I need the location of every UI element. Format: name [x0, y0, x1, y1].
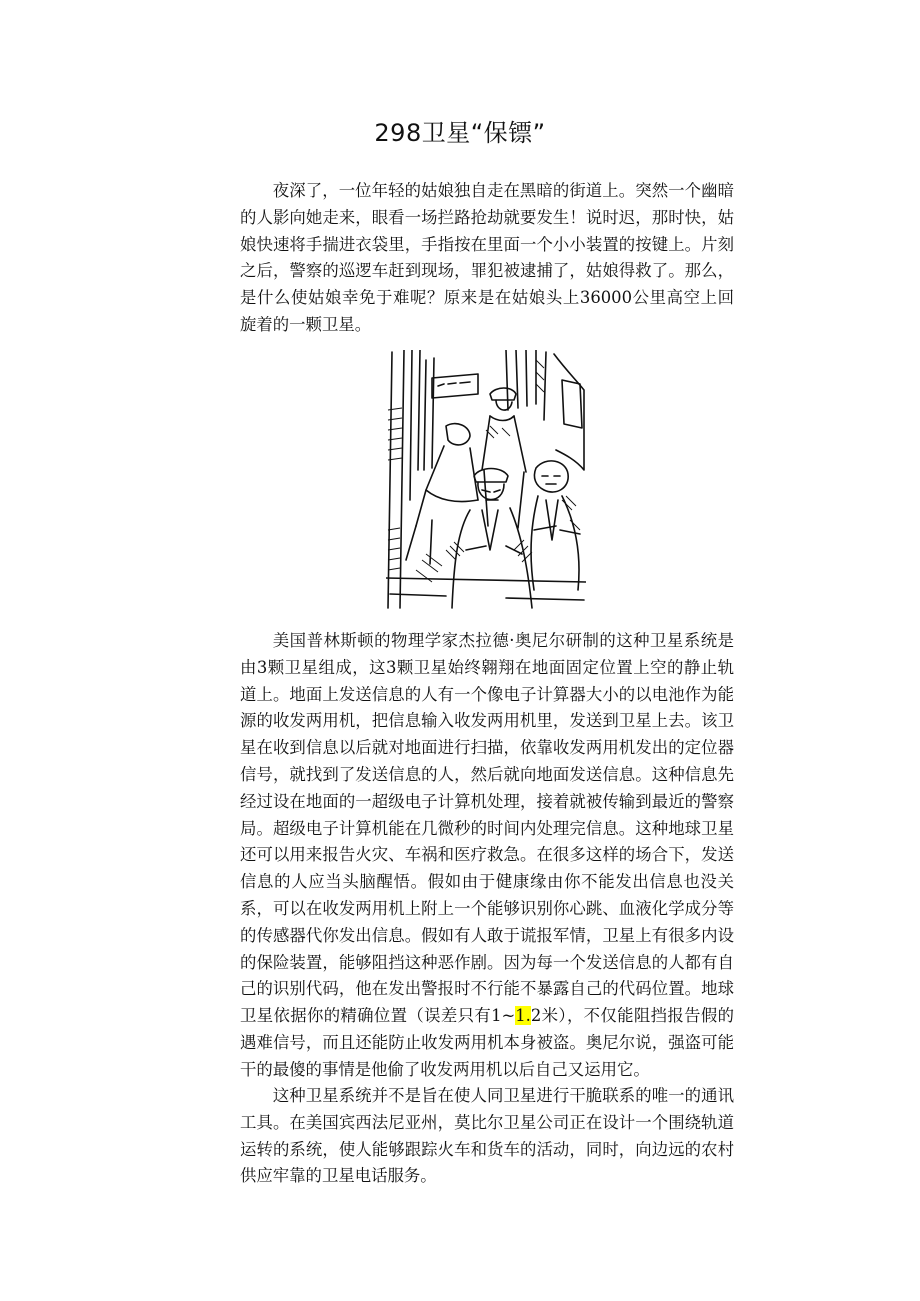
- street-scene-illustration: [386, 350, 586, 610]
- paragraph-satellite-system: [240, 628, 734, 1084]
- paragraph-text-part: 美国普林斯顿的物理学家杰拉德·奥尼尔研制的这种卫星系统是由3颗卫星组成，这3颗卫星始终翱翔在地面固定位置上空的静止轨道上。地面上发送信息的人有一个像电子计算器大小的以电池作为能源的收发两用机，把信息输入收发两用机里，发送到卫星上去。该卫星在收到信息以后就对地面进行扫描，依靠收发两用机发出的定位器信号，就找到了发送信息的人，然后就向地面发送信息。这种信息先经过设在地面的一超级电子计算机处理，接着就被传输到最近的警察局。超级电子计算机能在几微秒的时间内处理完信息。这种地球卫星还可以用来报告火灾、车祸和医疗救急。在很多这样的场合下，发送信息的人应当头脑醒悟。假如由于健康缘由你不能发出信息也没关系，可以在收发两用机上附上一个能够识别你心跳、血液化学成分等的传感器代你发出信息。假如有人敢于谎报军情，卫星上有很多内设的保险装置，能够阻挡这种恶作剧。因为每一个发送信息的人都有自己的识别代码，他在发出警报时不行能不暴露自己的代码位置。地球卫星依据你的精确位置（误差只有1~: [240, 631, 734, 1026]
- highlighted-text: 1.: [515, 1006, 531, 1026]
- paragraph-intro: 夜深了，一位年轻的姑娘独自走在黑暗的街道上。突然一个幽暗的人影向她走来，眼看一场拦路抢劫就要发生！说时迟，那时快，姑娘快速将手揣进衣袋里，手指按在里面一个小小装置的按键上。片刻之后，警察的巡逻车赶到现场，罪犯被逮捕了，姑娘得救了。那么，是什么使姑娘幸免于难呢？原来是在姑娘头上36000公里高空上回旋着的一颗卫星。: [240, 181, 734, 334]
- page-title: 298卫星“保镖”: [374, 119, 546, 147]
- paragraph-other-uses: 这种卫星系统并不是旨在使人同卫星进行干脆联系的唯一的通讯工具。在美国宾西法尼亚州，莫比尔卫星公司正在设计一个围绕轨道运转的系统，使人能够跟踪火车和货车的活动，同时，向边远的农村供应牢靠的卫星电话服务。: [240, 1086, 734, 1186]
- paragraph-text-part: 2米），不仅能阻挡报告假的遇难信号，而且还能防止收发两用机本身被盗。奥尼尔说，强盗可能干的最傻的事情是他偷了收发两用机以后自己又运用它。: [240, 1006, 734, 1079]
